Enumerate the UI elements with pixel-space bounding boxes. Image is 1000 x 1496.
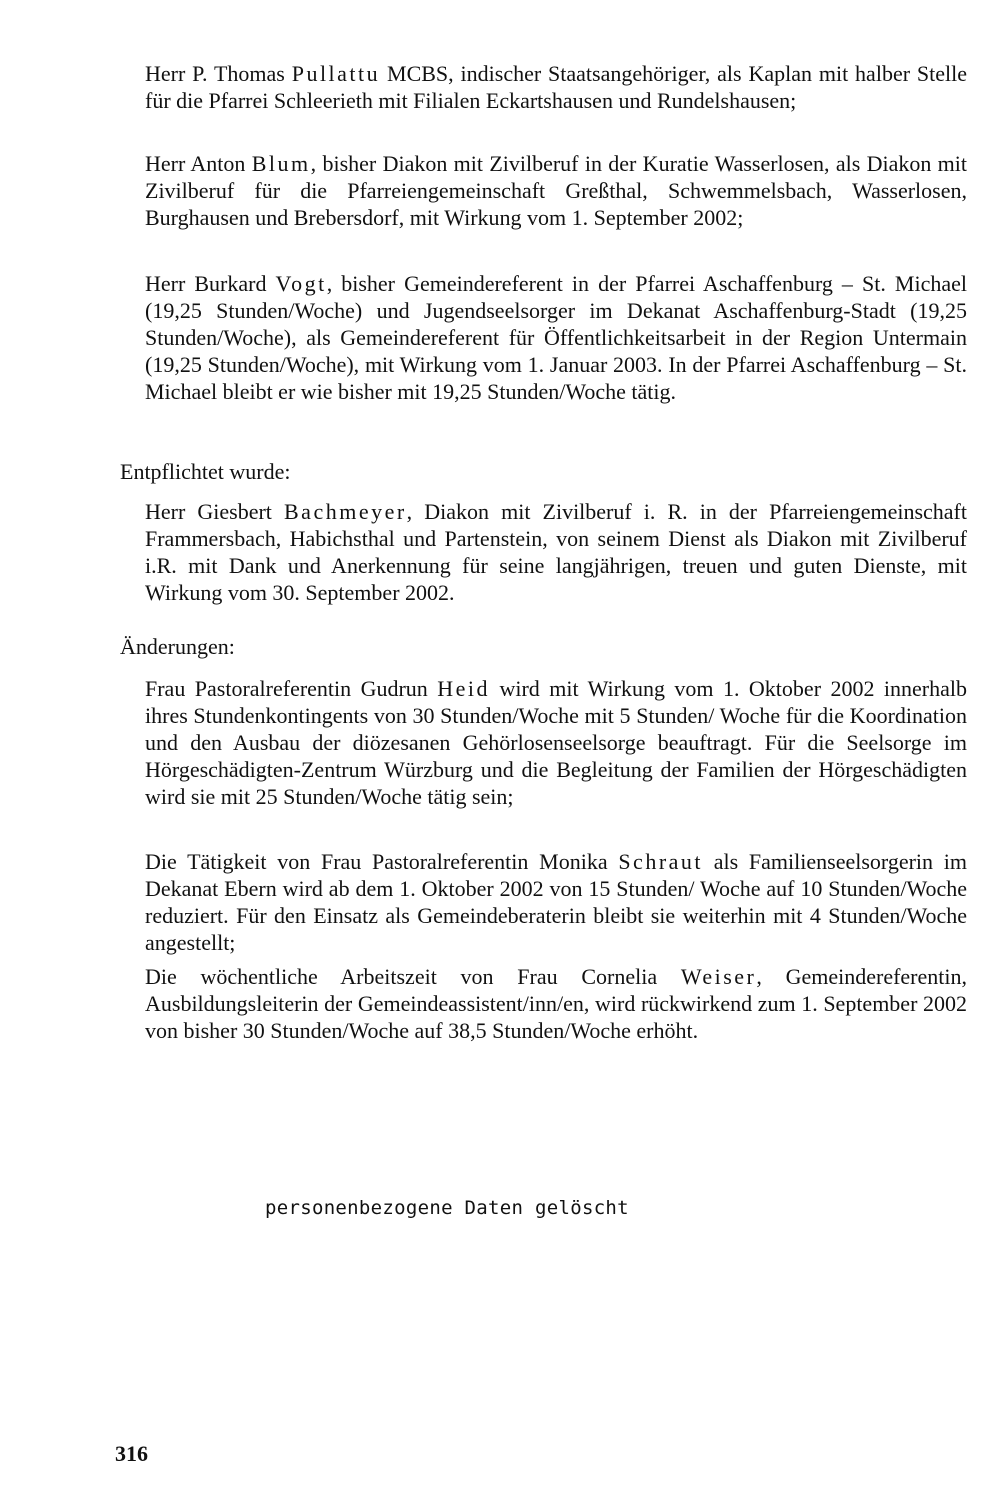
section-heading-changes: Änderungen: [120, 634, 235, 659]
entry-text: , bisher Diakon mit Zivilberuf in der Kuratie Wasserlosen, als Diakon mit Zivilberuf für die Pfarreiengemeinschaft Greßthal, Schwemmelsbach, Wasserlosen, Burghausen und Brebersdorf, mit Wirkung vom 1. September 2002; [145, 151, 968, 230]
entry-prefix: Frau Pastoralreferentin Gudrun [145, 676, 438, 701]
person-name: Schraut [618, 849, 704, 874]
entry-prefix: Herr P. Thomas [145, 61, 292, 86]
page-number: 316 [115, 1441, 148, 1466]
entry-prefix: Herr Giesbert [145, 499, 284, 524]
entry-prefix: Herr Anton [145, 151, 252, 176]
appointment-entry-vogt [145, 270, 967, 405]
appointment-entry-blum [145, 150, 967, 231]
entry-text: , bisher Gemeindereferent in der Pfarrei Aschaffenburg – St. Michael (19,25 Stunden/Woche) und Jugendseelsorger im Dekanat Aschaffenburg-Stadt (19,25 Stunden/Woche), als Gemeindereferent für Öffentlichkeitsarbeit in der Region Untermain (19,25 Stunden/Woche), mit Wirkung vom 1. Januar 2003. In der Pfarrei Aschaffenburg – St. Michael bleibt er wie bisher mit 19,25 Stunden/Woche tätig. [145, 271, 967, 404]
person-name: Bachmeyer [284, 499, 407, 524]
section-heading-released: Entpflichtet wurde: [120, 459, 291, 484]
person-name: Blum [251, 151, 311, 176]
change-entry-heid [145, 675, 967, 810]
change-entry-weiser [145, 963, 967, 1044]
released-entry-bachmeyer [145, 498, 967, 606]
person-name: Pullattu [291, 61, 381, 86]
person-name: Heid [437, 676, 491, 701]
entry-prefix: Die Tätigkeit von Frau Pastoralreferentin Monika [145, 849, 619, 874]
entry-text: wird mit Wirkung vom 1. Oktober 2002 innerhalb ihres Stundenkontingents von 30 Stunden/Woche mit 5 Stunden/ Woche für die Koordination und den Ausbau der diözesanen Gehörlosenseelsorge beauftragt. Für die Seelsorge im Hörgeschädigten-Zentrum Würzburg und die Begleitung der Familien der Hörgeschädigten wird sie mit 25 Stunden/Woche tätig sein; [145, 676, 967, 809]
person-name: Weiser [680, 964, 757, 989]
entry-text: , Gemeindereferentin, Ausbildungsleiterin der Gemeindeassistent/inn/en, wird rückwirkend zum 1. September 2002 von bisher 30 Stunden/Woche auf 38,5 Stunden/Woche erhöht. [145, 964, 967, 1043]
appointment-entry-pullattu [145, 60, 967, 114]
entry-text: als Familienseelsorgerin im Dekanat Ebern wird ab dem 1. Oktober 2002 von 15 Stunden/ Woche auf 10 Stunden/Woche reduziert. Für den Einsatz als Gemeindeberaterin bleibt sie weiterhin mit 4 Stunden/Woche angestellt; [145, 849, 967, 955]
entry-text: , Diakon mit Zivilberuf i. R. in der Pfarreiengemeinschaft Frammersbach, Habichsthal und Partenstein, von seinem Dienst als Diakon mit Zivilberuf i.R. mit Dank und Anerkennung für seine langjährigen, treuen und guten Dienste, mit Wirkung vom 30. September 2002. [145, 499, 967, 605]
entry-text: MCBS, indischer Staatsangehöriger, als Kaplan mit halber Stelle für die Pfarrei Schleerieth mit Filialen Eckartshausen und Rundelshausen; [145, 61, 967, 113]
change-entry-schraut [145, 848, 967, 956]
redaction-stamp: personenbezogene Daten gelöscht [265, 1197, 629, 1219]
entry-prefix: Die wöchentliche Arbeitszeit von Frau Cornelia [145, 964, 681, 989]
entry-prefix: Herr Burkard [145, 271, 276, 296]
person-name: Vogt [275, 271, 327, 296]
